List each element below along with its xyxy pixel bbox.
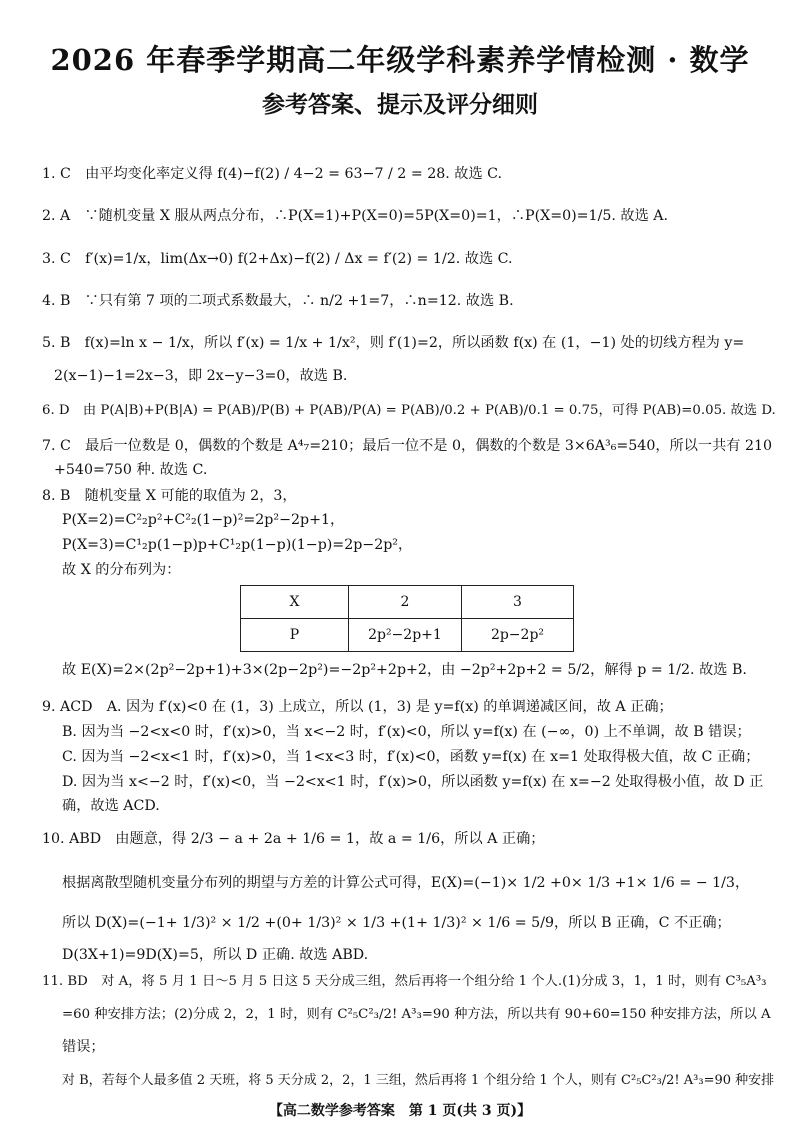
answer-line: P(X=2)=C²₂p²+C²₂(1−p)²=2p²−2p+1， xyxy=(62,512,345,528)
answer-line: 对 B，若每个人最多值 2 天班，将 5 天分成 2，2，1 三组，然后再将 1 个组分给 1 个人，则有 C²₅C²₃/2! A³₃=90 种安排 xyxy=(62,1073,775,1088)
answer-line: 9. ACD A. 因为 f′(x)<0 在 (1，3) 上成立，所以 (1，3) 是 y=f(x) 的单调递减区间，故 A 正确； xyxy=(42,699,673,715)
table-cell: 2p−2p² xyxy=(461,619,573,652)
page-title: 2026 年春季学期高二年级学科素养学情检测 · 数学 xyxy=(50,43,750,77)
answer-line: D(3X+1)=9D(X)=5，所以 D 正确. 故选 ABD. xyxy=(62,947,369,963)
table-cell: 2 xyxy=(348,586,461,619)
table-row xyxy=(241,586,574,619)
page-footer: 【高二数学参考答案 第 1 页(共 3 页)】 xyxy=(268,1103,532,1119)
answer-line: 11. BD 对 A，将 5 月 1 日～5 月 5 日这 5 天分成三组，然后再将一个组分给 1 个人.(1)分成 3，1，1 时，则有 C³₅A³₃ xyxy=(42,974,767,989)
answer-line: D. 因为当 x<−2 时，f′(x)<0，当 −2<x<1 时，f′(x)>0，所以函数 y=f(x) 在 x=−2 处取得极小值，故 D 正 xyxy=(62,774,764,790)
table-row xyxy=(241,619,574,652)
answer-line: C. 因为当 −2<x<1 时，f′(x)>0，当 1<x<3 时，f′(x)<0，函数 y=f(x) 在 x=1 处取得极大值，故 C 正确； xyxy=(62,749,760,765)
answer-line: P(X=3)=C¹₂p(1−p)p+C¹₂p(1−p)(1−p)=2p−2p²， xyxy=(62,537,413,553)
answer-line: 故 X 的分布列为： xyxy=(62,562,181,578)
answer-line: 7. C 最后一位数是 0，偶数的个数是 A⁴₇=210；最后一位不是 0，偶数的个数是 3×6A³₆=540，所以一共有 210 xyxy=(42,438,773,454)
table-cell: 2p²−2p+1 xyxy=(348,619,461,652)
answer-line: 4. B ∵只有第 7 项的二项式系数最大，∴ n/2 +1=7，∴n=12. 故选 B. xyxy=(42,293,514,309)
table-cell: X xyxy=(241,586,349,619)
answer-line: 所以 D(X)=(−1+ 1/3)² × 1/2 +(0+ 1/3)² × 1/3 +(1+ 1/3)² × 1/6 = 5/9，所以 B 正确，C 不正确； xyxy=(62,915,731,931)
answer-line: 10. ABD 由题意，得 2/3 − a + 2a + 1/6 = 1，故 a = 1/6，所以 A 正确； xyxy=(42,831,545,847)
answer-line: 错误； xyxy=(62,1039,105,1055)
answer-line: B. 因为当 −2<x<0 时，f′(x)>0，当 x<−2 时，f′(x)<0，所以 y=f(x) 在 (−∞，0) 上不单调，故 B 错误； xyxy=(62,724,751,740)
answer-line: 1. C 由平均变化率定义得 f(4)−f(2) / 4−2 = 63−7 / 2 = 28. 故选 C. xyxy=(42,166,503,182)
answer-line: 6. D 由 P(A|B)+P(B|A) = P(AB)/P(B) + P(AB)/P(A) = P(AB)/0.2 + P(AB)/0.1 = 0.75，可得 P(AB)=0.05. 故选 D. xyxy=(42,403,776,418)
answer-line: 故 E(X)=2×(2p²−2p+1)+3×(2p−2p²)=−2p²+2p+2，由 −2p²+2p+2 = 5/2，解得 p = 1/2. 故选 B. xyxy=(62,662,747,678)
answer-line: +540=750 种. 故选 C. xyxy=(54,462,208,478)
answer-line: 根据离散型随机变量分布列的期望与方差的计算公式可得，E(X)=(−1)× 1/2 +0× 1/3 +1× 1/6 = − 1/3， xyxy=(62,875,750,891)
answer-line: 确，故选 ACD. xyxy=(62,798,160,814)
answer-line: =60 种安排方法；(2)分成 2，2，1 时，则有 C²₅C²₃/2! A³₃=90 种方法，所以共有 90+60=150 种安排方法，所以 A xyxy=(62,1007,771,1022)
answer-line: 8. B 随机变量 X 可能的取值为 2，3， xyxy=(42,488,297,504)
page-subtitle: 参考答案、提示及评分细则 xyxy=(262,91,538,118)
answer-line: 3. C f′(x)=1/x，lim(Δx→0) f(2+Δx)−f(2) / Δx = f′(2) = 1/2. 故选 C. xyxy=(42,251,513,267)
answer-line: 2. A ∵随机变量 X 服从两点分布，∴P(X=1)+P(X=0)=5P(X=0)=1，∴P(X=0)=1/5. 故选 A. xyxy=(42,208,669,224)
table-cell: 3 xyxy=(461,586,573,619)
answer-line: 5. B f(x)=ln x − 1/x，所以 f′(x) = 1/x + 1/x²，则 f′(1)=2，所以函数 f(x) 在 (1，−1) 处的切线方程为 y= xyxy=(42,335,745,351)
answer-line: 2(x−1)−1=2x−3，即 2x−y−3=0，故选 B. xyxy=(54,368,348,384)
table-cell: P xyxy=(241,619,349,652)
distribution-table xyxy=(240,585,574,652)
